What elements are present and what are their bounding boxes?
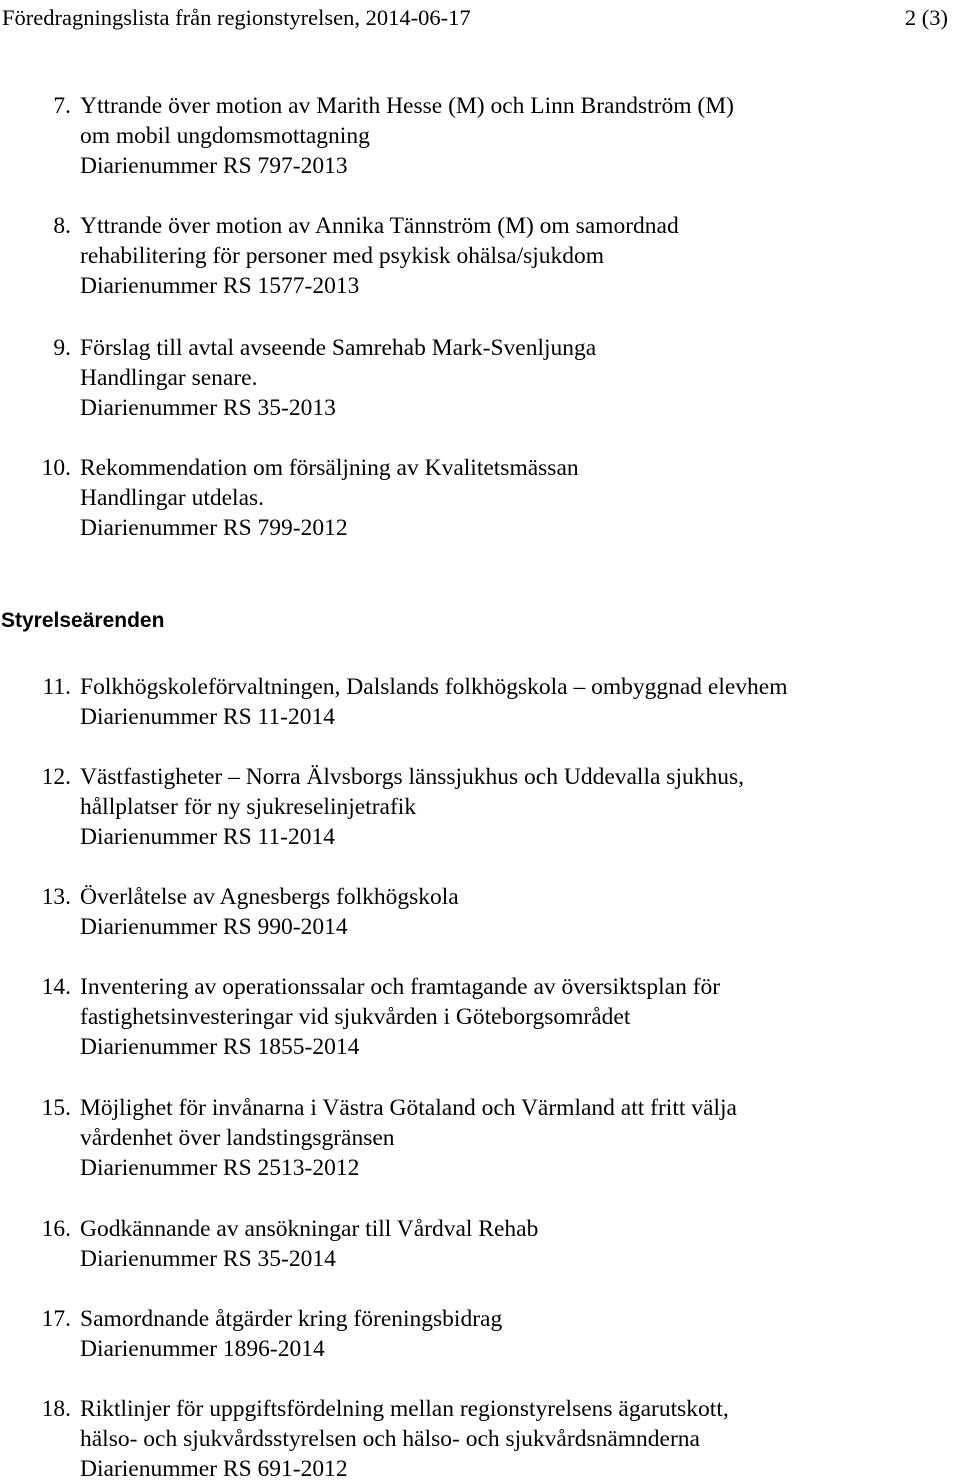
agenda-item-text bbox=[80, 211, 940, 301]
agenda-item-number: 9. bbox=[53, 335, 71, 361]
agenda-item-line: rehabilitering för personer med psykisk ohälsa/sjukdom bbox=[80, 243, 605, 269]
diarienummer: Diarienummer 1896-2014 bbox=[80, 1336, 325, 1362]
agenda-item-line: Yttrande över motion av Annika Tännström (M) om samordnad bbox=[80, 213, 679, 239]
agenda-item-number: 7. bbox=[53, 93, 71, 119]
agenda-item-note: Handlingar senare. bbox=[80, 365, 258, 391]
section-heading: Styrelseärenden bbox=[1, 609, 165, 632]
agenda-item-line: Yttrande över motion av Marith Hesse (M) och Linn Brandström (M) bbox=[80, 93, 734, 119]
diarienummer: Diarienummer RS 691-2012 bbox=[80, 1456, 348, 1482]
diarienummer: Diarienummer RS 797-2013 bbox=[80, 153, 348, 179]
agenda-item-note: Handlingar utdelas. bbox=[80, 485, 265, 511]
diarienummer: Diarienummer RS 2513-2012 bbox=[80, 1155, 360, 1181]
agenda-item-line: Förslag till avtal avseende Samrehab Mark-Svenljunga bbox=[80, 335, 597, 361]
agenda-item-number: 10. bbox=[41, 455, 71, 481]
page-header bbox=[0, 2, 960, 34]
agenda-item-text bbox=[80, 672, 940, 732]
diarienummer: Diarienummer RS 11-2014 bbox=[80, 704, 335, 730]
diarienummer: Diarienummer RS 1855-2014 bbox=[80, 1034, 360, 1060]
diarienummer: Diarienummer RS 35-2013 bbox=[80, 395, 336, 421]
agenda-item-text bbox=[80, 762, 940, 852]
agenda-item-number: 11. bbox=[42, 674, 71, 700]
agenda-item-number: 13. bbox=[41, 884, 71, 910]
diarienummer: Diarienummer RS 11-2014 bbox=[80, 824, 335, 850]
agenda-item-line: hälso- och sjukvårdsstyrelsen och hälso- och sjukvårdsnämnderna bbox=[80, 1426, 700, 1452]
agenda-item-line: Rekommendation om försäljning av Kvalitetsmässan bbox=[80, 455, 579, 481]
agenda-item-line: Inventering av operationssalar och framtagande av översiktsplan för bbox=[80, 974, 721, 1000]
agenda-item-number: 12. bbox=[41, 764, 71, 790]
agenda-item-text bbox=[80, 1093, 940, 1183]
agenda-item-line: om mobil ungdomsmottagning bbox=[80, 123, 370, 149]
agenda-item-number: 15. bbox=[41, 1095, 71, 1121]
agenda-item-number: 8. bbox=[53, 213, 71, 239]
agenda-item-line: Samordnande åtgärder kring föreningsbidrag bbox=[80, 1306, 503, 1332]
agenda-item-text bbox=[80, 1304, 940, 1364]
diarienummer: Diarienummer RS 990-2014 bbox=[80, 914, 348, 940]
diarienummer: Diarienummer RS 799-2012 bbox=[80, 515, 348, 541]
agenda-item-text bbox=[80, 882, 940, 942]
agenda-item-text bbox=[80, 91, 940, 181]
page-number: 2 (3) bbox=[904, 5, 948, 30]
agenda-item-text bbox=[80, 1214, 940, 1274]
agenda-item-line: Möjlighet för invånarna i Västra Götaland och Värmland att fritt välja bbox=[80, 1095, 737, 1121]
agenda-item-number: 16. bbox=[41, 1216, 71, 1242]
agenda-item-line: Folkhögskoleförvaltningen, Dalslands folkhögskola – ombyggnad elevhem bbox=[80, 674, 788, 700]
agenda-item-line: fastighetsinvesteringar vid sjukvården i Göteborgsområdet bbox=[80, 1004, 631, 1030]
agenda-item-text bbox=[80, 972, 940, 1062]
agenda-item-text bbox=[80, 453, 940, 543]
agenda-item-line: Riktlinjer för uppgiftsfördelning mellan regionstyrelsens ägarutskott, bbox=[80, 1396, 729, 1422]
agenda-item-number: 18. bbox=[41, 1396, 71, 1422]
agenda-item-line: Västfastigheter – Norra Älvsborgs länssjukhus och Uddevalla sjukhus, bbox=[80, 764, 744, 790]
agenda-item-line: Godkännande av ansökningar till Vårdval Rehab bbox=[80, 1216, 539, 1242]
document-title: Föredragningslista från regionstyrelsen, 2014-06-17 bbox=[2, 5, 471, 30]
agenda-item-text bbox=[80, 1394, 940, 1484]
agenda-item-text bbox=[80, 333, 940, 423]
agenda-item-line: vårdenhet över landstingsgränsen bbox=[80, 1125, 395, 1151]
agenda-item-line: hållplatser för ny sjukreselinjetrafik bbox=[80, 794, 417, 820]
diarienummer: Diarienummer RS 1577-2013 bbox=[80, 273, 360, 299]
agenda-item-line: Överlåtelse av Agnesbergs folkhögskola bbox=[80, 884, 459, 910]
diarienummer: Diarienummer RS 35-2014 bbox=[80, 1246, 336, 1272]
agenda-item-number: 14. bbox=[41, 974, 71, 1000]
agenda-item-number: 17. bbox=[41, 1306, 71, 1332]
